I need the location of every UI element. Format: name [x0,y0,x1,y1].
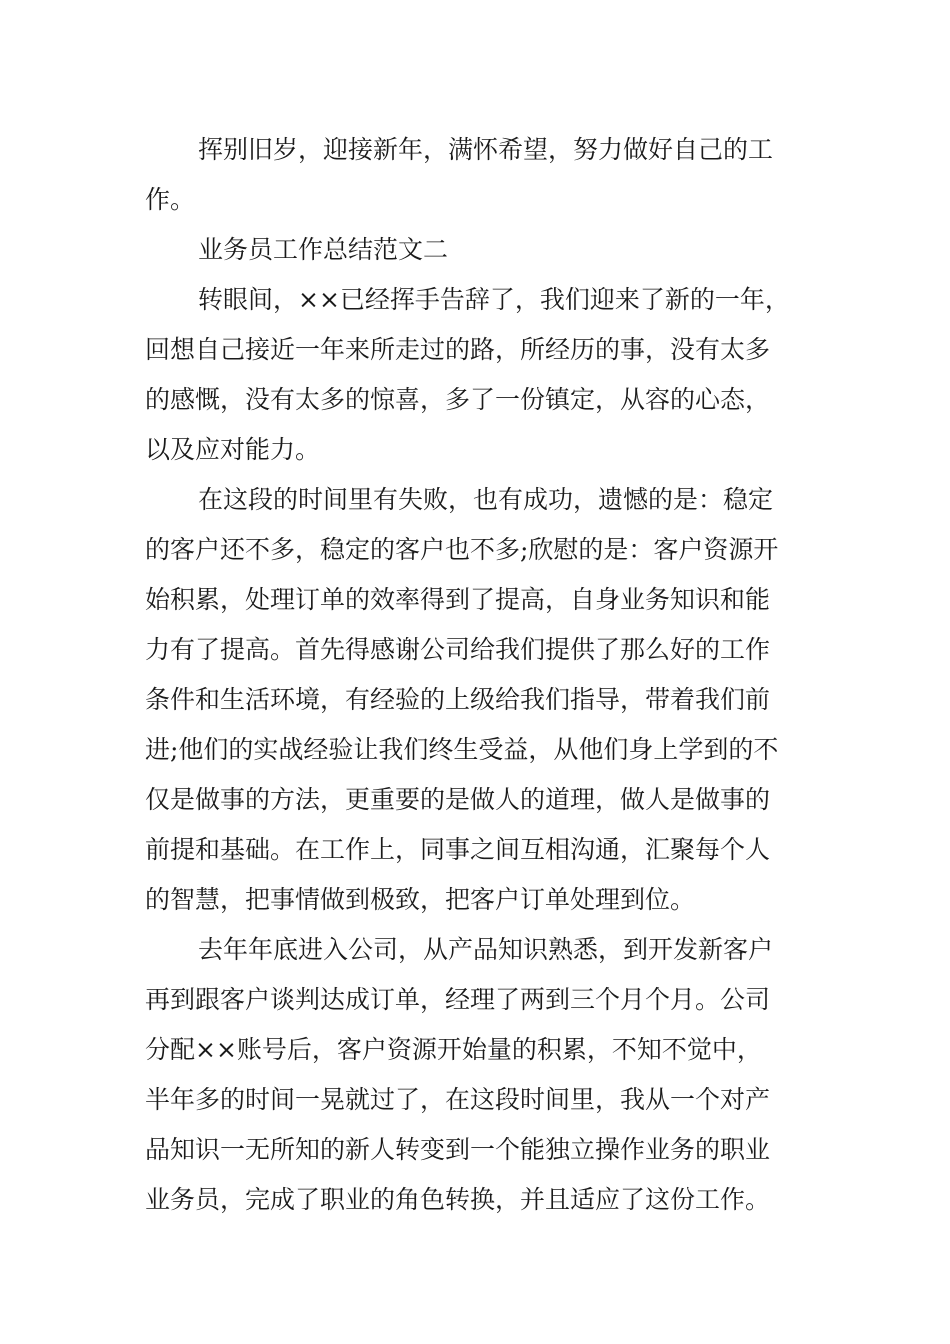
text-line: 业务员，完成了职业的角色转换，并且适应了这份工作。 [145,1185,771,1214]
text-line: 的客户还不多，稳定的客户也不多;欣慰的是：客户资源开 [145,535,779,564]
text-line: 以及应对能力。 [145,435,321,464]
text-line: 仅是做事的方法，更重要的是做人的道理，做人是做事的 [145,785,771,814]
text-line: 去年年底进入公司，从产品知识熟悉，到开发新客户 [198,935,774,964]
section-heading: 业务员工作总结范文二 [198,235,449,264]
text-line: 挥别旧岁，迎接新年，满怀希望，努力做好自己的工 [198,135,774,164]
text-line: 始积累，处理订单的效率得到了提高，自身业务知识和能 [145,585,771,614]
text-line: 的感慨，没有太多的惊喜，多了一份镇定，从容的心态， [145,385,771,414]
text-line: 再到跟客户谈判达成订单，经理了两到三个月个月。公司 [145,985,771,1014]
text-line: 前提和基础。在工作上，同事之间互相沟通，汇聚每个人 [145,835,771,864]
text-line: 品知识一无所知的新人转变到一个能独立操作业务的职业 [145,1135,771,1164]
text-line: 在这段的时间里有失败，也有成功，遗憾的是：稳定 [198,485,774,514]
text-line: 半年多的时间一晃就过了，在这段时间里，我从一个对产 [145,1085,771,1114]
text-line: 分配××账号后，客户资源开始量的积累，不知不觉中， [145,1035,762,1064]
text-line: 转眼间，××已经挥手告辞了，我们迎来了新的一年， [198,285,790,314]
text-line: 作。 [145,185,196,214]
text-line: 力有了提高。首先得感谢公司给我们提供了那么好的工作 [145,635,771,664]
text-line: 进;他们的实战经验让我们终生受益，从他们身上学到的不 [145,735,779,764]
text-line: 条件和生活环境，有经验的上级给我们指导，带着我们前 [145,685,771,714]
text-line: 回想自己接近一年来所走过的路，所经历的事，没有太多 [145,335,771,364]
text-line: 的智慧，把事情做到极致，把客户订单处理到位。 [145,885,696,914]
